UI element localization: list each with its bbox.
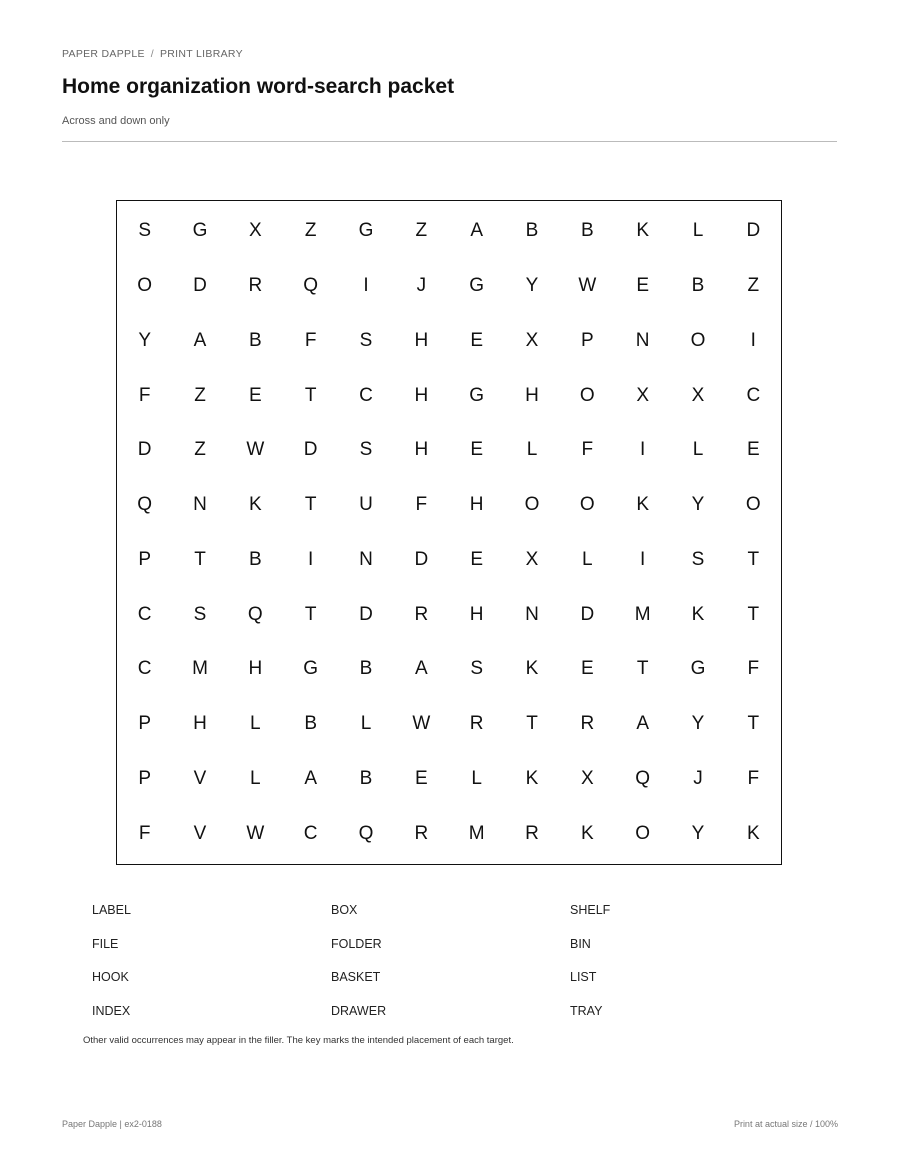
grid-cell: Y (691, 494, 705, 516)
word-list-item: INDEX (92, 1003, 131, 1018)
grid-cell: Z (194, 439, 206, 461)
grid-cell: L (471, 767, 482, 789)
grid-cell: A (414, 658, 428, 680)
grid-cell: G (358, 220, 374, 242)
grid-cell: P (580, 329, 594, 351)
word-list (92, 903, 812, 1037)
grid-cell: T (304, 603, 317, 625)
grid-cell: Z (747, 275, 760, 297)
grid-cell: K (525, 658, 539, 680)
footer-print-hint: Print at actual size / 100% (733, 1119, 838, 1129)
grid-cell: N (525, 603, 539, 625)
grid-cell: Y (525, 275, 539, 297)
grid-cell: P (138, 713, 151, 735)
grid-cell: E (248, 384, 262, 406)
grid-cell: R (414, 603, 429, 625)
grid-cell: Y (691, 822, 705, 844)
grid-cell: K (580, 822, 594, 844)
grid-cell: M (468, 822, 485, 844)
puzzle-note: Other valid occurrences may appear in the filler. The key marks the intended placement of each target. (83, 1035, 514, 1046)
grid-cell: P (138, 767, 151, 789)
grid-cell: G (469, 275, 485, 297)
grid-cell: N (359, 548, 373, 570)
grid-cell: S (193, 603, 207, 625)
word-list-item: FOLDER (331, 936, 382, 951)
grid-cell: B (691, 275, 705, 297)
grid-cell: A (193, 329, 207, 351)
grid-cell: I (363, 275, 369, 297)
grid-cell: U (359, 494, 373, 516)
word-list-item: DRAWER (331, 1003, 387, 1018)
grid-cell: S (470, 658, 483, 680)
grid-cell: F (415, 494, 428, 516)
grid-cell: O (745, 494, 761, 516)
grid-cell: L (582, 548, 593, 570)
grid-cell: K (636, 220, 649, 242)
breadcrumb-item-publisher[interactable]: PAPER DAPPLE (62, 48, 145, 60)
grid-cell: H (193, 713, 207, 735)
grid-cell: Z (415, 220, 428, 242)
word-list-item: SHELF (570, 903, 611, 917)
grid-cell: O (690, 329, 706, 351)
grid-cell: O (579, 384, 595, 406)
grid-cell: E (746, 439, 760, 461)
page-subtitle: Across and down only (62, 115, 170, 127)
grid-cell: Q (247, 603, 263, 625)
grid-cell: T (747, 548, 760, 570)
grid-cell: Q (635, 767, 651, 789)
word-list-item: HOOK (92, 970, 129, 984)
grid-cell: G (192, 220, 208, 242)
grid-cell: F (138, 384, 151, 406)
grid-cell: F (304, 329, 317, 351)
word-list-item: LABEL (92, 903, 131, 917)
word-list-item: BASKET (331, 970, 381, 984)
grid-cell: E (414, 767, 428, 789)
grid-cell: B (359, 767, 373, 789)
grid-cell: L (692, 439, 704, 461)
grid-cell: D (303, 439, 318, 461)
grid-cell: L (250, 713, 261, 735)
grid-cell: Z (304, 220, 317, 242)
grid-cell: I (750, 329, 756, 351)
grid-cell: W (246, 822, 265, 844)
grid-cell: H (469, 603, 484, 625)
grid-cell: J (416, 275, 427, 297)
grid-cell: Y (691, 713, 705, 735)
grid-cell: L (250, 767, 261, 789)
grid-cell: D (746, 220, 761, 242)
grid-cell: E (470, 329, 483, 351)
grid-cell: A (636, 713, 649, 735)
grid-cell: G (469, 384, 485, 406)
grid-cell: F (138, 822, 151, 844)
grid-cell: H (414, 384, 429, 406)
grid-cell: O (524, 494, 540, 516)
grid-cell: T (194, 548, 206, 570)
grid-cell: H (414, 329, 429, 351)
grid-cell: L (692, 220, 704, 242)
grid-cell: N (635, 329, 650, 351)
word-list-item: FILE (92, 936, 119, 951)
grid-cell: L (526, 439, 538, 461)
grid-cell: D (193, 275, 207, 297)
word-list-item: TRAY (570, 1003, 603, 1018)
grid-cell: C (137, 658, 152, 680)
grid-cell: W (412, 713, 431, 735)
grid-cell: T (304, 494, 317, 516)
grid-cell: E (580, 658, 594, 680)
grid-cell: S (691, 548, 705, 570)
grid-cell: S (359, 329, 373, 351)
grid-cell: V (193, 767, 207, 789)
grid-cell: B (525, 220, 539, 242)
grid-cell: B (248, 329, 262, 351)
grid-cell: R (580, 713, 595, 735)
grid-cell: V (193, 822, 207, 844)
word-list-item: BIN (570, 936, 591, 951)
grid-cell: F (747, 767, 760, 789)
breadcrumb (62, 48, 243, 60)
grid-cell: B (304, 713, 317, 735)
grid-cell: W (578, 275, 597, 297)
grid-cell: D (414, 548, 429, 570)
grid-cell: G (303, 658, 319, 680)
grid-cell: K (525, 767, 539, 789)
word-list-item: LIST (570, 970, 597, 984)
grid-cell: T (304, 384, 317, 406)
grid-cell: H (414, 439, 429, 461)
header-divider (62, 141, 837, 142)
grid-cell: T (747, 603, 760, 625)
grid-cell: C (359, 384, 373, 406)
grid-cell: H (248, 658, 263, 680)
page-title: Home organization word-search packet (62, 75, 455, 98)
grid-cell: E (470, 439, 483, 461)
grid-cell: X (636, 384, 649, 406)
grid-cell: D (580, 603, 595, 625)
grid-cell: F (747, 658, 760, 680)
grid-cell: W (246, 439, 265, 461)
grid-cell: T (636, 658, 649, 680)
grid-cell: O (635, 822, 651, 844)
grid-cell: D (359, 603, 373, 625)
grid-cell: Q (358, 822, 374, 844)
grid-cell: K (691, 603, 705, 625)
grid-cell: C (137, 603, 152, 625)
footer-source: Paper Dapple | ex2-0188 (62, 1119, 162, 1129)
grid-cell: H (469, 494, 484, 516)
grid-cell: S (359, 439, 373, 461)
grid-cell: Z (194, 384, 206, 406)
grid-cell: K (248, 494, 262, 516)
grid-cell: C (303, 822, 318, 844)
grid-cell: X (525, 329, 539, 351)
word-list-item: BOX (331, 903, 358, 917)
grid-cell: A (304, 767, 317, 789)
grid-cell: X (248, 220, 262, 242)
grid-cell: F (581, 439, 594, 461)
grid-cell: L (360, 713, 372, 735)
grid-cell: Y (138, 329, 151, 351)
grid-cell: O (137, 275, 153, 297)
grid-cell: R (525, 822, 539, 844)
grid-cell: O (579, 494, 595, 516)
word-search-grid (116, 200, 782, 865)
grid-cell: H (525, 384, 539, 406)
grid-cell: B (359, 658, 373, 680)
grid-cell: X (580, 767, 594, 789)
grid-cell: X (525, 548, 539, 570)
grid-cell: R (469, 713, 484, 735)
breadcrumb-item-library[interactable]: PRINT LIBRARY (160, 48, 243, 60)
grid-cell: R (248, 275, 263, 297)
grid-cell: B (248, 548, 262, 570)
grid-cell: Q (137, 494, 153, 516)
grid-cell: M (192, 658, 208, 680)
grid-cell: I (640, 548, 646, 570)
grid-cell: A (470, 220, 483, 242)
grid-cell: T (526, 713, 538, 735)
grid-cell: R (414, 822, 429, 844)
grid-cell: G (690, 658, 706, 680)
grid-cell: C (746, 384, 761, 406)
grid-cell: I (640, 439, 646, 461)
grid-cell: B (580, 220, 594, 242)
grid-cell: X (691, 384, 705, 406)
grid-cell: E (470, 548, 483, 570)
grid-cell: M (634, 603, 651, 625)
grid-cell: N (193, 494, 207, 516)
grid-cell: S (138, 220, 151, 242)
grid-cell: I (308, 548, 314, 570)
grid-cell: D (137, 439, 152, 461)
grid-cell: J (693, 767, 703, 789)
grid-cell: K (636, 494, 649, 516)
grid-cell: P (138, 548, 151, 570)
breadcrumb-separator: / (150, 48, 154, 60)
grid-cell: T (747, 713, 760, 735)
grid-cell: Q (303, 275, 319, 297)
grid-cell: E (636, 275, 649, 297)
grid-cell: K (746, 822, 760, 844)
